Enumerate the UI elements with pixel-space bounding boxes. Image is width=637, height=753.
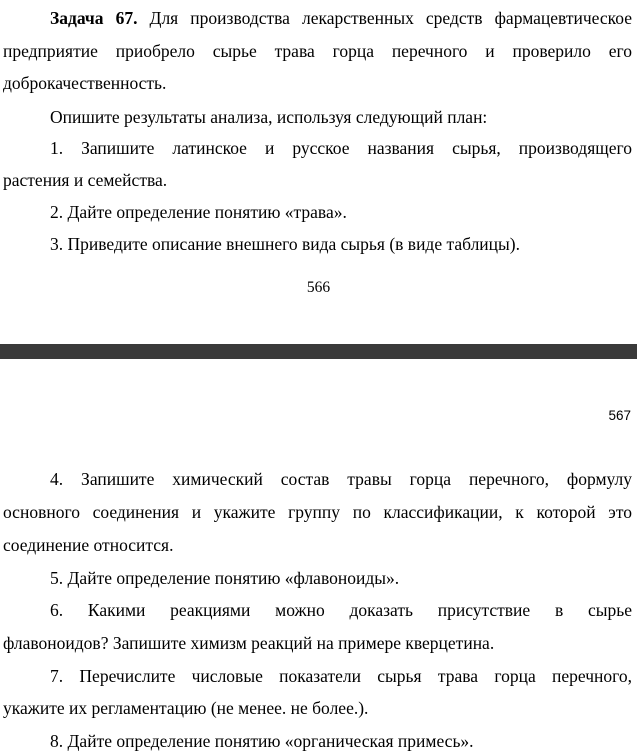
page-separator [0, 344, 637, 359]
plan-item-7-line-1: 7. Перечислите числовые показатели сырья трава горца перечного, [50, 666, 632, 686]
task-label: Задача 67. [50, 8, 138, 28]
task-text-line-1: Для производства лекарственных средств фармацевтическое [149, 8, 632, 28]
plan-item-6-line-2: флавоноидов? Запишите химизм реакций на примере кверцетина. [3, 633, 495, 653]
plan-item-5: 5. Дайте определение понятию «флавоноиды». [50, 568, 400, 588]
plan-item-4-line-3: соединение относится. [3, 535, 174, 555]
page-number-566: 566 [306, 279, 331, 296]
plan-intro: Опишите результаты анализа, используя следующий план: [50, 107, 488, 127]
page-number-567: 567 [608, 408, 631, 423]
plan-item-2: 2. Дайте определение понятию «трава». [50, 202, 347, 222]
document-page-566 [0, 0, 637, 344]
plan-item-4-line-2: основного соединения и укажите группу по классификации, к которой это [3, 502, 632, 522]
task-text-line-3: доброкачественность. [3, 73, 167, 93]
plan-item-7-line-2: укажите их регламентацию (не менее. не более.). [3, 698, 369, 718]
plan-item-6-line-1: 6. Какими реакциями можно доказать присутствие в сырье [50, 600, 632, 620]
task-heading-line [50, 7, 632, 29]
plan-item-3: 3. Приведите описание внешнего вида сырья (в виде таблицы). [50, 234, 520, 254]
plan-item-1-line-2: растения и семейства. [3, 170, 168, 190]
task-text-line-2: предприятие приобрело сырье трава горца перечного и проверило его [3, 41, 632, 61]
plan-item-8: 8. Дайте определение понятию «органическая примесь». [50, 731, 474, 751]
plan-item-1-line-1: 1. Запишите латинское и русское названия сырья, производящего [50, 138, 632, 158]
plan-item-4-line-1: 4. Запишите химический состав травы горца перечного, формулу [50, 469, 632, 489]
